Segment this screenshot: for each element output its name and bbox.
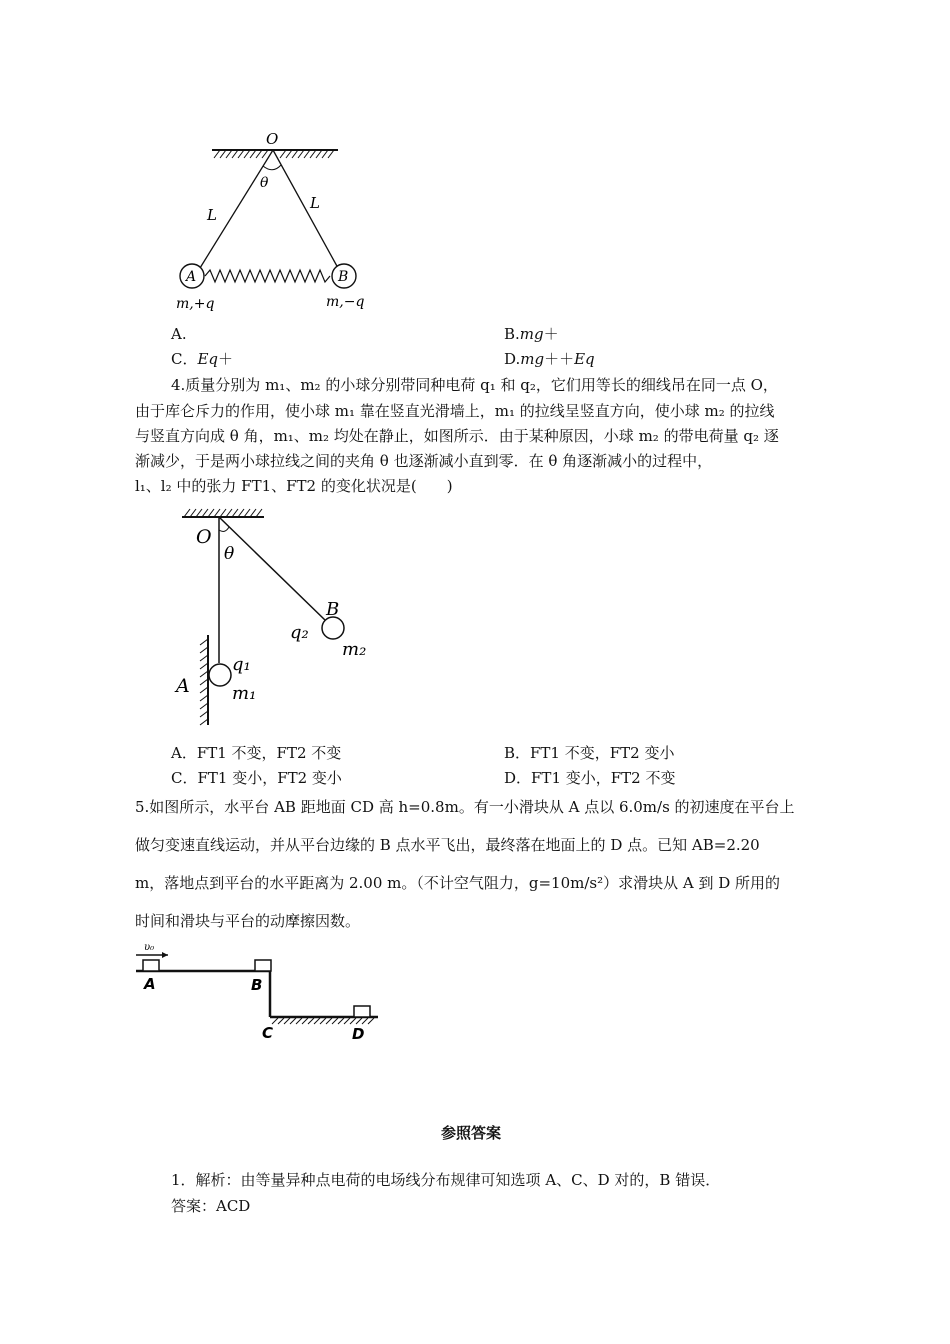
label-m1: m₁ [232,683,257,704]
q3-option-d: D.mg＋＋Eq [504,350,595,368]
label-q2: q₂ [290,622,309,643]
q4-line-1: 4.质量分别为 m₁、m₂ 的小球分别带同种电荷 q₁ 和 q₂，它们用等长的细线吊在同一点 O， [171,376,778,394]
label-b: B [326,599,340,620]
label-a: A [176,675,190,697]
label-l-left: L [207,206,217,224]
q3-option-b: B.mg＋ [504,325,559,343]
answer-1-result: 答案：ACD [171,1197,251,1215]
label-v0: υ₀ [144,942,155,953]
q4-line-3: 与竖直方向成 θ 角，m₁、m₂ 均处在静止，如图所示．由于某种原因，小球 m₂ 的带电荷量 q₂ 逐 [135,427,779,445]
q4-option-b: B．FT1 不变，FT2 变小 [504,744,675,762]
spring [205,270,330,282]
q4-line-2: 由于库仑斥力的作用，使小球 m₁ 靠在竖直光滑墙上，m₁ 的拉线呈竖直方向，使小球 m₂ 的拉线 [135,402,775,420]
q5-line-2: 做匀变速直线运动，并从平台边缘的 B 点水平飞出，最终落在地面上的 D 点。已知 AB=2.20 [135,836,760,854]
figure-charged-spring-pendulum [160,128,390,313]
ball-m1 [209,664,231,686]
label-d: D [352,1025,365,1043]
label-theta: θ [260,175,269,191]
label-q1: q₁ [232,654,251,675]
string-right [273,150,338,268]
string-2 [219,517,326,621]
slider-d [354,1006,370,1017]
label-mass-b: m,−q [326,294,365,310]
answers-heading: 参照答案 [441,1124,502,1142]
q4-option-c: C．FT1 变小，FT2 变小 [171,769,342,787]
figure-platform-slider [132,938,382,1046]
label-c: C [262,1024,274,1042]
ball-m2 [322,617,344,639]
q3-option-c: C．Eq＋ [171,350,234,368]
q5-line-3: m，落地点到平台的水平距离为 2.00 m。（不计空气阻力，g=10m/s²）求滑块从 A 到 D 所用的 [135,874,781,892]
q4-option-d: D．FT1 变小，FT2 不变 [504,769,676,787]
label-l-right: L [310,194,320,212]
figure-two-charged-balls [172,503,382,728]
q5-line-4: 时间和滑块与平台的动摩擦因数。 [135,912,361,930]
label-b: B [338,269,349,285]
q4-line-4: 渐减少，于是两小球拉线之间的夹角 θ 也逐渐减小直到零．在 θ 角逐渐减小的过程中， [135,452,713,470]
label-b: B [251,976,263,994]
slider-a [143,960,159,971]
q3-option-a: A. [171,325,187,343]
label-o: O [196,526,212,548]
q5-line-1: 5.如图所示，水平台 AB 距地面 CD 高 h=0.8m。有一小滑块从 A 点以 6.0m/s 的初速度在平台上 [135,798,795,816]
q4-option-a: A．FT1 不变，FT2 不变 [171,744,342,762]
answer-1-analysis: 1．解析：由等量异种点电荷的电场线分布规律可知选项 A、C、D 对的，B 错误． [171,1171,721,1189]
q4-line-5: l₁、l₂ 中的张力 FT1、FT2 的变化状况是( ) [135,477,453,495]
slider-b [255,960,271,971]
label-theta: θ [224,544,235,564]
label-o: O [266,130,279,148]
label-a: A [144,975,156,993]
label-a: A [186,269,197,285]
label-mass-a: m,+q [176,296,215,312]
label-m2: m₂ [342,639,367,660]
